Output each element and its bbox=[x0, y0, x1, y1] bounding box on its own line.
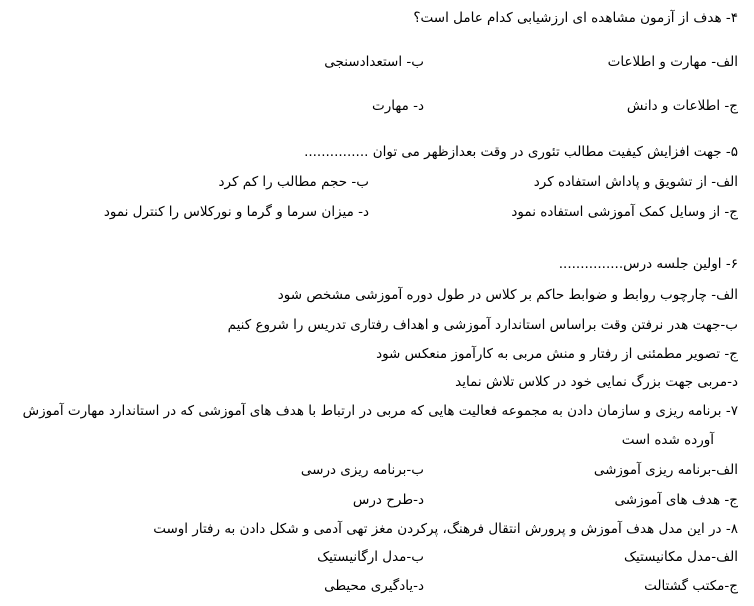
q5-option-b: ب- حجم مطالب را کم کرد bbox=[218, 174, 369, 190]
q6-option-a: الف- چارچوب روابط و ضوابط حاکم بر کلاس در طول دوره آموزشی مشخص شود bbox=[277, 287, 738, 303]
q6-option-d: د-مربی جهت بزرگ نمایی خود در کلاس تلاش نماید bbox=[455, 374, 738, 390]
q4-option-c: ج- اطلاعات و دانش bbox=[626, 98, 738, 114]
q7-option-a: الف-برنامه ریزی آموزشی bbox=[593, 462, 738, 478]
q4-option-b: ب- استعدادسنجی bbox=[324, 54, 424, 70]
q8-option-b: ب-مدل ارگانیستیک bbox=[317, 549, 424, 565]
q4-stem: ۴- هدف از آزمون مشاهده ای ارزشیابی کدام عامل است؟ bbox=[413, 10, 738, 26]
q5-option-a: الف- از تشویق و پاداش استفاده کرد bbox=[533, 174, 738, 190]
q6-option-c: ج- تصویر مطمئنی از رفتار و منش مربی به کارآموز منعکس شود bbox=[376, 346, 738, 362]
q7-option-b: ب-برنامه ریزی درسی bbox=[300, 462, 424, 478]
q4-option-a: الف- مهارت و اطلاعات bbox=[607, 54, 738, 70]
q7-option-c: ج- هدف های آموزشی bbox=[614, 492, 738, 508]
q7-option-d: د-طرح درس bbox=[352, 492, 424, 508]
q8-option-a: الف-مدل مکانیستیک bbox=[623, 549, 738, 565]
q5-stem: ۵- جهت افزایش کیفیت مطالب تئوری در وقت بعدازظهر می توان ............... bbox=[304, 144, 738, 160]
q7-stem-line1: ۷- برنامه ریزی و سازمان دادن به مجموعه فعالیت هایی که مربی در ارتباط با هدف های آموزشی که در استاندارد مهارت آموزش bbox=[22, 403, 738, 419]
q7-stem-line2: آورده شده است bbox=[621, 432, 714, 448]
q8-stem: ۸- در این مدل هدف آموزش و پرورش انتقال فرهنگ، پرکردن مغز تهی آدمی و شکل دادن به رفتار اوست bbox=[153, 521, 738, 537]
q6-option-b: ب-جهت هدر نرفتن وقت براساس استاندارد آموزشی و اهداف رفتاری تدریس را شروع کنیم bbox=[227, 317, 738, 333]
q4-option-d: د- مهارت bbox=[372, 98, 424, 114]
q6-stem: ۶- اولین جلسه درس............... bbox=[558, 256, 738, 272]
q5-option-c: ج- از وسایل کمک آموزشی استفاده نمود bbox=[511, 204, 738, 220]
q8-option-d: د-یادگیری محیطی bbox=[324, 578, 424, 594]
q5-option-d: د- میزان سرما و گرما و نورکلاس را کنترل نمود bbox=[103, 204, 369, 220]
q8-option-c: ج-مکتب گشتالت bbox=[644, 578, 738, 594]
